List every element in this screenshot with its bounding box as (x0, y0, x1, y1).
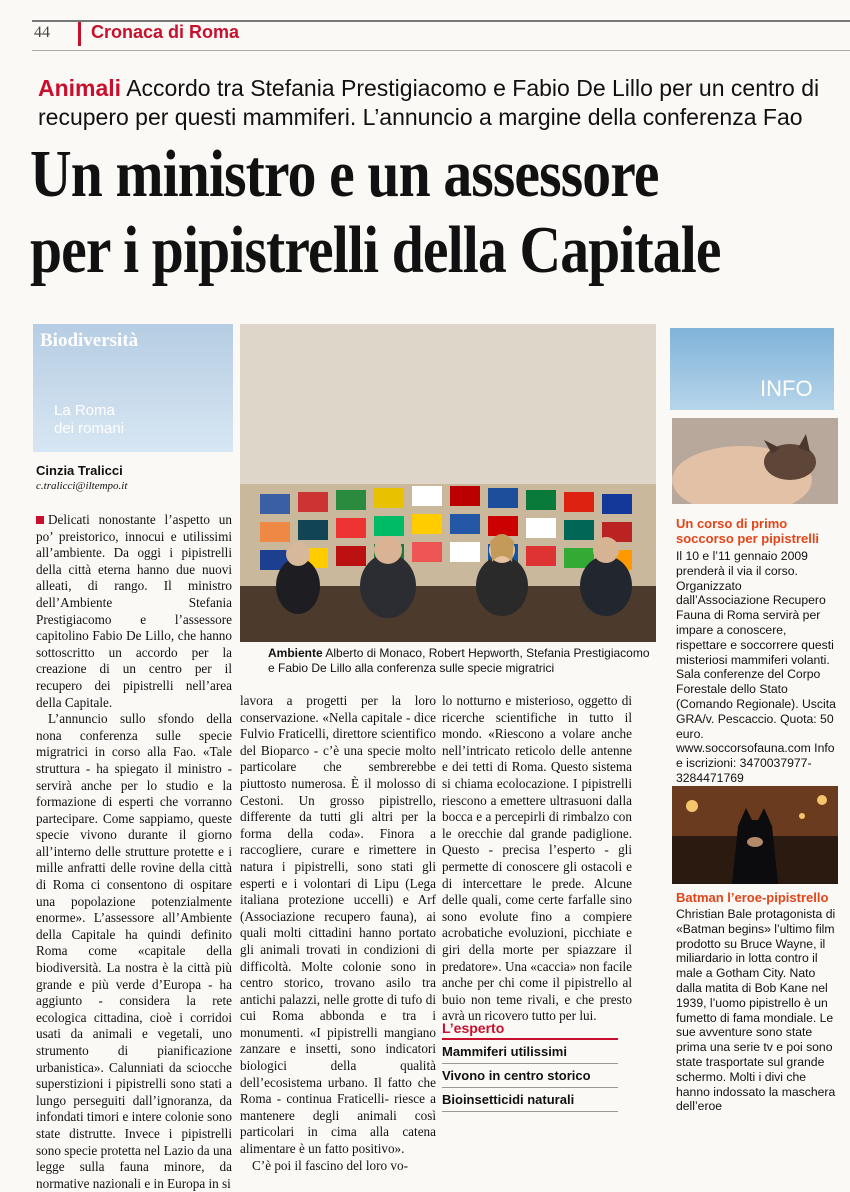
author-email: c.tralicci@iltempo.it (36, 480, 128, 492)
author-name: Cinzia Tralicci (36, 463, 123, 478)
headline-line-1: Un ministro e un assessore (30, 137, 659, 211)
page-number: 44 (34, 24, 50, 41)
article-col1-para-1 (36, 512, 232, 711)
article-col1-para-1-text: Delicati nonostante l’aspetto un po’ preistorico, innocui e utilissimi all’ambiente. Da oggi i pipistrelli della città eterna hanno due nuovi alleati, di rango. Il ministro dell’Ambiente Stefania Prestigiacomo e l’assessore capitolino Fabio De Lillo, che hanno sottoscritto un accordo per la creazione di un centro per il recupero dei pipistrelli nell’area della Capitale. (36, 512, 232, 710)
photo-caption-tag: Ambiente (268, 646, 323, 660)
expert-box (442, 1020, 618, 1112)
kicker (38, 74, 838, 132)
kicker-text: Accordo tra Stefania Prestigiacomo e Fabio De Lillo per un centro di recupero per questi mammiferi. L’annuncio a margine della conferenza Fao (38, 75, 820, 130)
conference-photo (240, 324, 656, 642)
rubric-subtitle-line-2: dei romani (54, 420, 125, 437)
batman-photo (672, 786, 838, 884)
rubric-subtitle-line-1: La Roma (54, 402, 115, 419)
expert-item-2: Vivono in centro storico (442, 1064, 618, 1088)
expert-title: L’esperto (442, 1020, 618, 1040)
photo-caption-text: Alberto di Monaco, Robert Hepworth, Stefania Prestigiacomo e Fabio De Lillo alla conferenza sulle specie migratrici (268, 646, 650, 675)
section-title: Cronaca di Roma (78, 22, 249, 46)
article-col2-para-1: lavora a progetti per la loro conservazione. «Nella capitale - dice Fulvio Fraticelli, direttore scientifico del Bioparco - c’è una specie molto particolare che sembrerebbe piuttosto numerosa. È il molosso di Cestoni. Un grosso pipistrello, differente da tutti gli altri per la forma della coda». Finora a raccogliere, curare e rimettere in natura i pipistrelli, sono stati gli esperti e i volontari di Lipu (Lega italiana protezione uccelli) e Arf (Associazione recupero fauna), ai quali molti cittadini hanno portato gli animali trovati in condizioni di difficoltà. Molte colonie sono in centro storico, trovano asilo tra antichi palazzi, nelle grotte di tufo di cui Roma abbonda e tra i monumenti. «I pipistrelli mangiano zanzare e insetti, sono indicatori biologici della qualità dell’ecosistema urbano. Il fatto che Roma - continua Fraticelli- riesce a mantenere degli animali così particolari in cima alla catena alimentare è un fatto positivo». (240, 693, 436, 1157)
course-text: Il 10 e l’11 gennaio 2009 prenderà il via il corso. Organizzato dall’Associazione Recupero Fauna di Roma servirà per impare a conoscere, rispettare e soccorrere questi misteriosi mammiferi volanti. Sala conferenze del Corpo Forestale dello Stato (Comando Regionale). Uscita GRA/v. Pescaccio. Quota: 50 euro. www.soccorsofauna.com Info e iscrizioni: 3470037977-3284471769 (676, 549, 836, 785)
photo-caption (268, 646, 658, 676)
rubric-subtitle (54, 402, 124, 438)
article-col2-para-2: C’è poi il fascino del loro vo- (252, 1157, 409, 1173)
course-title: Un corso di primo soccorso per pipistrelli (676, 516, 820, 546)
article-column-2 (240, 693, 436, 1174)
article-column-1 (36, 512, 232, 1192)
batman-box (676, 890, 836, 1114)
headline (30, 136, 735, 288)
info-label: INFO (760, 376, 813, 401)
kicker-tag: Animali (38, 75, 122, 101)
course-box (676, 516, 836, 786)
bullet-icon (36, 516, 44, 524)
expert-item-3: Bioinsetticidi naturali (442, 1088, 618, 1112)
article-col3-para-1: lo notturno e misterioso, oggetto di ricerche scientifiche in tutto il mondo. «Riescono a volare anche nell’intricato reticolo delle antenne e dei tetti di Roma. Questo sistema si chiama ecolocazione. I pipistrelli riescono a emettere ultrasuoni dalla bocca e a percepirli di rimbalzo con le orecchie dal grande padiglione. Questo - precisa l’esperto - gli permette di conoscere gli ostacoli e di intercettare le prede. Alcune delle quali, come certe farfalle sino sono evolute fino a compiere acrobatiche evoluzioni, picchiate e giri della morte per spiazzare il predatore». Una «caccia» non facile anche per chi come il pipistrello al buio non teme rivali, e che presto avrà un ricovero tutto per lui. (442, 693, 633, 1024)
expert-item-1: Mammiferi utilissimi (442, 1040, 618, 1064)
article-col1-para-2: L’annuncio sullo sfondo della nona conferenza sulle specie migratrici in corso alla Fao. «Tale struttura - ha spiegato il ministro - servirà anche per lo studio e la formazione di esperti che vorranno partecipare. Come sappiamo, queste specie vivono durante il giorno all’interno delle strutture protette e i mille anfratti delle rovine della città di Roma ci consentono di ospitare una popolazione potenzialmente enorme». L’assessore all’Ambiente della Capitale ha quindi definito Roma come «capitale della biodiversità. La nostra è la città più grande e più verde d’Europa - ha aggiunto - considera la rete ecologica cittadina, cioè i corridoi usati da animali e vegetali, uno strumento di pianificazione urbanistica». Calunniati da sciocche superstizioni i pipistrelli sono stati a lungo perseguiti dall’ignoranza, da infondati timori e intere colonie sono state distrutte. Invece i pipistrelli sono specie protetta nel Lazio da una legge sulla fauna minore, da normative nazionali e in Europa in si (36, 711, 232, 1191)
article-column-3 (442, 693, 632, 1025)
bat-photo (672, 418, 838, 504)
batman-title: Batman l’eroe-pipistrello (676, 890, 829, 905)
batman-text: Christian Bale protagonista di «Batman begins» l’ultimo film prodotto su Bruce Wayne, il miliardario in lotta contro il male a Gotham City. Nato dalla matita di Bob Kane nel 1939, l’uomo pipistrello è un fumetto di fama mondiale. Le sue avventure sono state prima una serie tv e poi sono state trasportate sul grande schermo. Molti i divi che hanno indossato la maschera dell’eroe (676, 907, 836, 1114)
rubric-title: Biodiversità (40, 330, 139, 351)
headline-line-2: per i pipistrelli della Capitale (30, 213, 721, 287)
